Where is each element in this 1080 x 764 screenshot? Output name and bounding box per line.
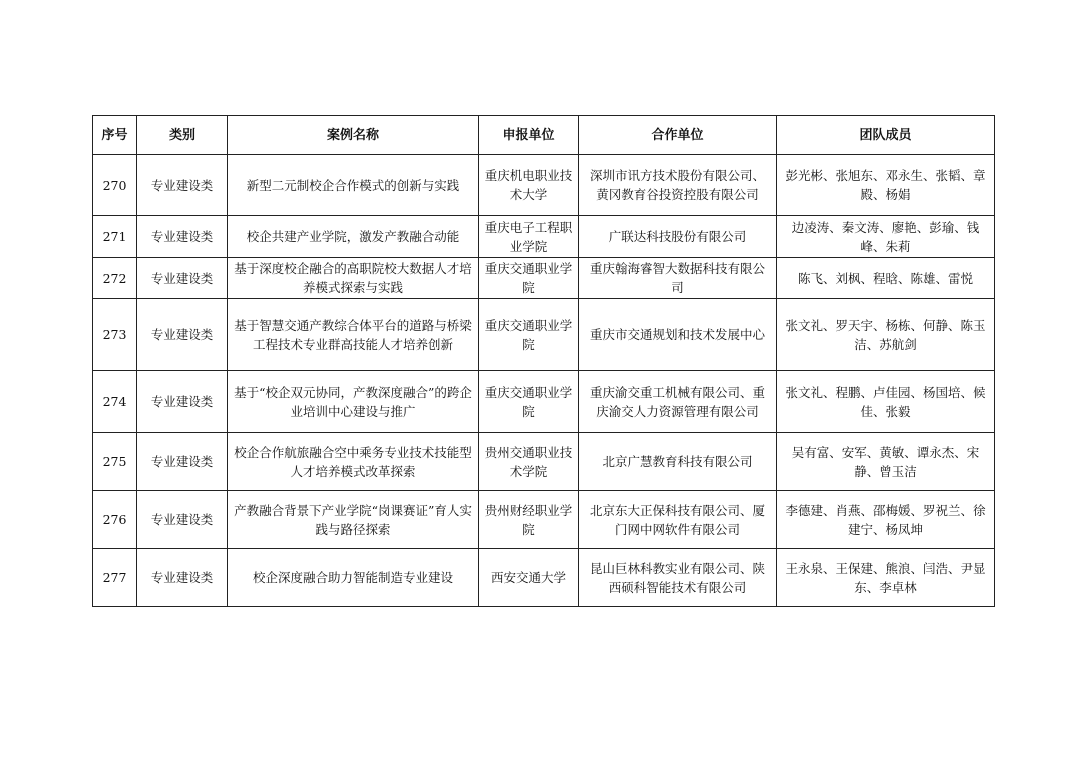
cell-no: 277 (93, 549, 137, 607)
table-row (93, 258, 995, 299)
cell-members: 边凌涛、秦文涛、廖艳、彭瑜、钱峰、朱莉 (777, 216, 995, 258)
cell-category: 专业建设类 (137, 549, 228, 607)
cell-applicant: 重庆机电职业技术大学 (479, 155, 579, 216)
cell-applicant: 贵州交通职业技术学院 (479, 433, 579, 491)
cell-category: 专业建设类 (137, 433, 228, 491)
cell-members: 王永泉、王保建、熊浪、闫浩、尹显东、李卓林 (777, 549, 995, 607)
cell-case-name: 产教融合背景下产业学院“岗课赛证”育人实践与路径探索 (228, 491, 479, 549)
cell-members: 张文礼、罗天宇、杨栋、何静、陈玉洁、苏航剑 (777, 299, 995, 371)
cell-category: 专业建设类 (137, 155, 228, 216)
cell-partner: 重庆翰海睿智大数据科技有限公司 (579, 258, 777, 299)
cell-no: 272 (93, 258, 137, 299)
cell-case-name: 新型二元制校企合作模式的创新与实践 (228, 155, 479, 216)
cell-case-name: 基于智慧交通产教综合体平台的道路与桥梁工程技术专业群高技能人才培养创新 (228, 299, 479, 371)
table-row (93, 549, 995, 607)
cell-case-name: 基于深度校企融合的高职院校大数据人才培养模式探索与实践 (228, 258, 479, 299)
cell-applicant: 重庆交通职业学院 (479, 371, 579, 433)
cell-case-name: 基于“校企双元协同，产教深度融合”的跨企业培训中心建设与推广 (228, 371, 479, 433)
cell-members: 吴有富、安军、黄敏、谭永杰、宋静、曾玉洁 (777, 433, 995, 491)
cell-category: 专业建设类 (137, 371, 228, 433)
cell-members: 李德建、肖燕、邵梅媛、罗祝兰、徐建宁、杨凤坤 (777, 491, 995, 549)
cell-no: 275 (93, 433, 137, 491)
header-members: 团队成员 (777, 116, 995, 155)
cell-category: 专业建设类 (137, 216, 228, 258)
cell-applicant: 重庆交通职业学院 (479, 258, 579, 299)
cell-partner: 广联达科技股份有限公司 (579, 216, 777, 258)
cell-applicant: 西安交通大学 (479, 549, 579, 607)
cell-no: 271 (93, 216, 137, 258)
cell-members: 张文礼、程鹏、卢佳园、杨国培、候佳、张毅 (777, 371, 995, 433)
header-category: 类别 (137, 116, 228, 155)
header-case-name: 案例名称 (228, 116, 479, 155)
cell-applicant: 重庆交通职业学院 (479, 299, 579, 371)
table-row (93, 155, 995, 216)
header-row (93, 116, 995, 155)
header-applicant: 申报单位 (479, 116, 579, 155)
header-partner: 合作单位 (579, 116, 777, 155)
header-no: 序号 (93, 116, 137, 155)
cell-partner: 昆山巨林科教实业有限公司、陕西硕科智能技术有限公司 (579, 549, 777, 607)
cell-partner: 北京东大正保科技有限公司、厦门网中网软件有限公司 (579, 491, 777, 549)
cell-partner: 重庆市交通规划和技术发展中心 (579, 299, 777, 371)
cell-case-name: 校企合作航旅融合空中乘务专业技术技能型人才培养模式改革探索 (228, 433, 479, 491)
cell-applicant: 贵州财经职业学院 (479, 491, 579, 549)
cell-category: 专业建设类 (137, 491, 228, 549)
cell-no: 270 (93, 155, 137, 216)
cell-no: 274 (93, 371, 137, 433)
cell-category: 专业建设类 (137, 299, 228, 371)
cell-partner: 重庆渝交重工机械有限公司、重庆渝交人力资源管理有限公司 (579, 371, 777, 433)
table-row (93, 371, 995, 433)
cell-category: 专业建设类 (137, 258, 228, 299)
cell-case-name: 校企共建产业学院，激发产教融合动能 (228, 216, 479, 258)
cell-applicant: 重庆电子工程职业学院 (479, 216, 579, 258)
cell-members: 陈飞、刘枫、程晗、陈雄、雷悦 (777, 258, 995, 299)
table-row (93, 299, 995, 371)
cell-partner: 北京广慧教育科技有限公司 (579, 433, 777, 491)
cell-no: 273 (93, 299, 137, 371)
case-table (92, 115, 995, 607)
cell-members: 彭光彬、张旭东、邓永生、张韬、章殿、杨娟 (777, 155, 995, 216)
table-row (93, 216, 995, 258)
cell-no: 276 (93, 491, 137, 549)
cell-partner: 深圳市讯方技术股份有限公司、黄冈教育谷投资控股有限公司 (579, 155, 777, 216)
table-row (93, 491, 995, 549)
cell-case-name: 校企深度融合助力智能制造专业建设 (228, 549, 479, 607)
table-row (93, 433, 995, 491)
